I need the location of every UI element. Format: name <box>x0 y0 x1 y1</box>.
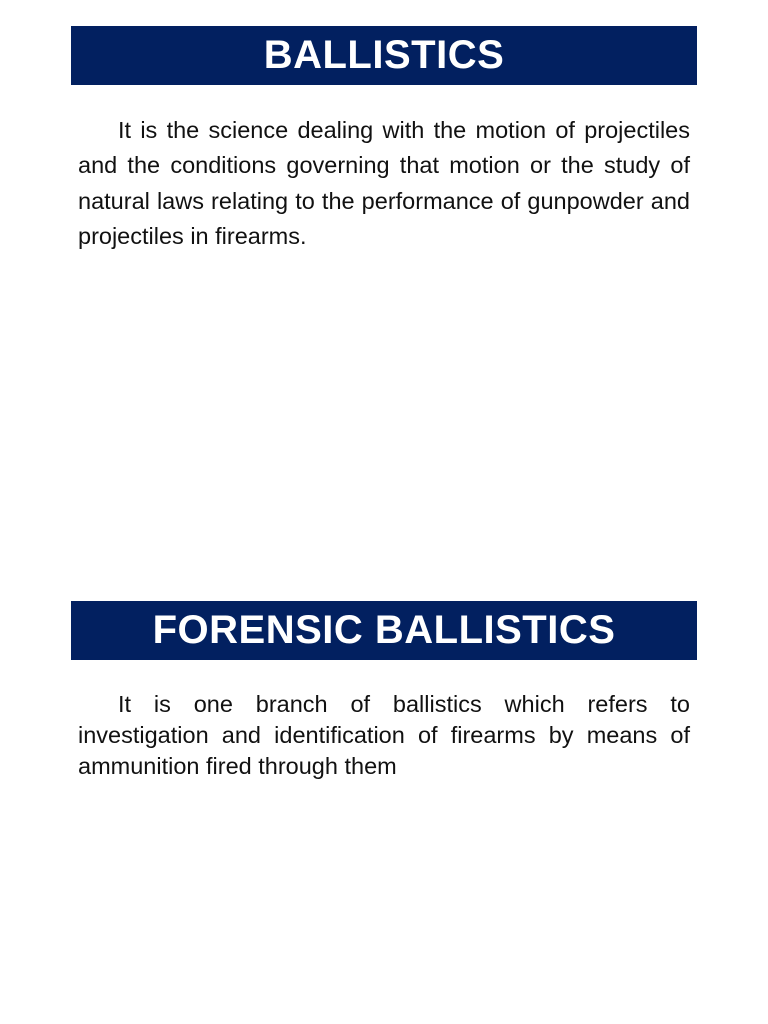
section-heading-ballistics <box>71 26 697 85</box>
section-heading-text: BALLISTICS <box>263 33 505 77</box>
section-heading-forensic-ballistics <box>71 601 697 660</box>
section-paragraph-forensic-ballistics: It is one branch of ballistics which refers to investigation and identification of firearms by means of ammunition fired through them <box>78 691 690 779</box>
section-paragraph-ballistics: It is the science dealing with the motion of projectiles and the conditions governing that motion or the study of natural laws relating to the performance of gunpowder and projectiles in firearms. <box>78 117 690 249</box>
section-heading-text: FORENSIC BALLISTICS <box>152 608 616 652</box>
